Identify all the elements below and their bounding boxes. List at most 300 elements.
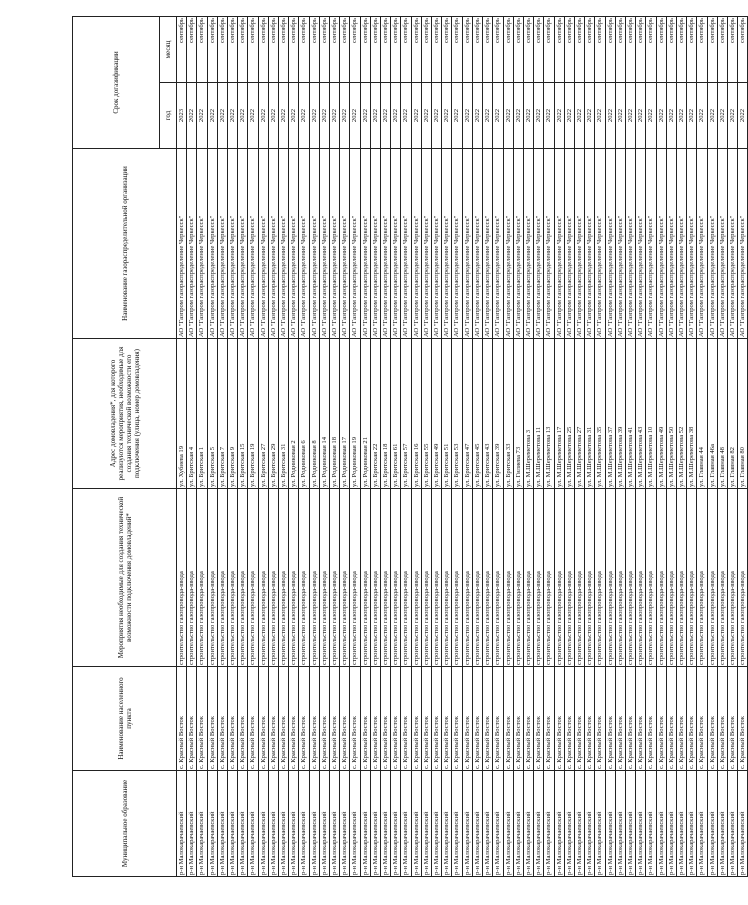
cell-municipality: р-н Малокарачаевский — [544, 771, 554, 877]
cell-measures: строительство газопровода-ввода — [727, 489, 737, 667]
cell-organization: АО "Газпром газораспределение Черкесск" — [177, 149, 187, 339]
cell-year: 2022 — [656, 83, 666, 149]
cell-organization: АО "Газпром газораспределение Черкесск" — [646, 149, 656, 339]
cell-municipality: р-н Малокарачаевский — [289, 771, 299, 877]
cell-municipality: р-н Малокарачаевский — [636, 771, 646, 877]
cell-organization: АО "Газпром газораспределение Черкесск" — [330, 149, 340, 339]
cell-measures: строительство газопровода-ввода — [248, 489, 258, 667]
cell-month: сентябрь — [217, 16, 227, 82]
cell-address: ул. Бритская 22 — [370, 339, 380, 489]
cell-municipality: р-н Малокарачаевский — [717, 771, 727, 877]
cell-municipality: р-н Малокарачаевский — [197, 771, 207, 877]
cell-measures: строительство газопровода-ввода — [534, 489, 544, 667]
cell-settlement: с. Красный Восток — [187, 667, 197, 771]
cell-measures: строительство газопровода-ввода — [197, 489, 207, 667]
cell-measures: строительство газопровода-ввода — [483, 489, 493, 667]
cell-organization: АО "Газпром газораспределение Черкесск" — [462, 149, 472, 339]
cell-measures: строительство газопровода-ввода — [595, 489, 605, 667]
cell-organization: АО "Газпром газораспределение Черкесск" — [676, 149, 686, 339]
cell-organization: АО "Газпром газораспределение Черкесск" — [666, 149, 676, 339]
cell-measures: строительство газопровода-ввода — [360, 489, 370, 667]
table-row — [707, 16, 717, 876]
cell-month: сентябрь — [544, 16, 554, 82]
cell-measures: строительство газопровода-ввода — [340, 489, 350, 667]
cell-address: ул. Родниковая 17 — [340, 339, 350, 489]
cell-settlement: с. Красный Восток — [207, 667, 217, 771]
cell-organization: АО "Газпром газораспределение Черкесск" — [534, 149, 544, 339]
cell-year: 2022 — [544, 83, 554, 149]
cell-organization: АО "Газпром газораспределение Черкесск" — [421, 149, 431, 339]
table-row — [258, 16, 268, 876]
cell-settlement: с. Красный Восток — [574, 667, 584, 771]
cell-municipality: р-н Малокарачаевский — [574, 771, 584, 877]
table-row — [421, 16, 431, 876]
cell-month: сентябрь — [717, 16, 727, 82]
table-row — [330, 16, 340, 876]
table-row — [197, 16, 207, 876]
cell-address: ул. Родниковая 19 — [350, 339, 360, 489]
cell-measures: строительство газопровода-ввода — [585, 489, 595, 667]
cell-organization: АО "Газпром газораспределение Черкесск" — [319, 149, 329, 339]
cell-municipality: р-н Малокарачаевский — [564, 771, 574, 877]
cell-month: сентябрь — [534, 16, 544, 82]
cell-measures: строительство газопровода-ввода — [350, 489, 360, 667]
table-row — [554, 16, 564, 876]
table-row — [513, 16, 523, 876]
cell-municipality: р-н Малокарачаевский — [319, 771, 329, 877]
cell-address: ул. Главная 82 — [727, 339, 737, 489]
cell-organization: АО "Газпром газораспределение Черкесск" — [442, 149, 452, 339]
cell-organization: АО "Газпром газораспределение Черкесск" — [350, 149, 360, 339]
cell-organization: АО "Газпром газораспределение Черкесск" — [370, 149, 380, 339]
cell-address: ул. М.Шереметова 11 — [534, 339, 544, 489]
cell-municipality: р-н Малокарачаевский — [676, 771, 686, 877]
table-row — [350, 16, 360, 876]
cell-measures: строительство газопровода-ввода — [554, 489, 564, 667]
cell-municipality: р-н Малокарачаевский — [493, 771, 503, 877]
cell-measures: строительство газопровода-ввода — [605, 489, 615, 667]
header-year: год — [160, 83, 177, 149]
cell-year: 2022 — [472, 83, 482, 149]
cell-measures: строительство газопровода-ввода — [370, 489, 380, 667]
cell-year: 2022 — [340, 83, 350, 149]
header-address: Адрес домовладения*, для которого реализуются мероприятия, необходимые для создания технической возможности его подключения (улица, номер домовладения) — [73, 339, 177, 489]
cell-measures: строительство газопровода-ввода — [309, 489, 319, 667]
cell-month: сентябрь — [656, 16, 666, 82]
cell-year: 2022 — [411, 83, 421, 149]
cell-municipality: р-н Малокарачаевский — [340, 771, 350, 877]
cell-year: 2022 — [442, 83, 452, 149]
cell-year: 2022 — [687, 83, 697, 149]
cell-month: сентябрь — [268, 16, 278, 82]
cell-year: 2022 — [401, 83, 411, 149]
cell-year: 2022 — [564, 83, 574, 149]
table-row — [187, 16, 197, 876]
cell-measures: строительство газопровода-ввода — [656, 489, 666, 667]
cell-settlement: с. Красный Восток — [676, 667, 686, 771]
table-row — [279, 16, 289, 876]
cell-address: ул. Бритская 4 — [187, 339, 197, 489]
cell-municipality: р-н Малокарачаевский — [442, 771, 452, 877]
cell-settlement: с. Красный Восток — [258, 667, 268, 771]
cell-month: сентябрь — [483, 16, 493, 82]
cell-measures: строительство газопровода-ввода — [258, 489, 268, 667]
table-row — [625, 16, 635, 876]
table-row — [207, 16, 217, 876]
table-row — [503, 16, 513, 876]
table-row — [574, 16, 584, 876]
cell-year: 2022 — [462, 83, 472, 149]
cell-organization: АО "Газпром газораспределение Черкесск" — [697, 149, 707, 339]
cell-municipality: р-н Малокарачаевский — [350, 771, 360, 877]
cell-year: 2022 — [187, 83, 197, 149]
cell-organization: АО "Газпром газораспределение Черкесск" — [187, 149, 197, 339]
cell-measures: строительство газопровода-ввода — [411, 489, 421, 667]
cell-settlement: с. Красный Восток — [442, 667, 452, 771]
cell-address: ул. М.Шереметова 17 — [554, 339, 564, 489]
cell-municipality: р-н Малокарачаевский — [217, 771, 227, 877]
cell-year: 2022 — [432, 83, 442, 149]
cell-year: 2022 — [238, 83, 248, 149]
table-row — [432, 16, 442, 876]
cell-organization: АО "Газпром газораспределение Черкесск" — [727, 149, 737, 339]
cell-measures: строительство газопровода-ввода — [666, 489, 676, 667]
cell-measures: строительство газопровода-ввода — [636, 489, 646, 667]
cell-municipality: р-н Малокарачаевский — [187, 771, 197, 877]
cell-address: ул. Бритская 43 — [483, 339, 493, 489]
cell-organization: АО "Газпром газораспределение Черкесск" — [228, 149, 238, 339]
cell-address: ул. Родниковая 21 — [360, 339, 370, 489]
cell-address: ул. Бритская 57 — [401, 339, 411, 489]
cell-measures: строительство газопровода-ввода — [707, 489, 717, 667]
cell-address: ул. М.Шереметова 49 — [656, 339, 666, 489]
cell-address: ул. Бритская 53 — [452, 339, 462, 489]
cell-year: 2022 — [717, 83, 727, 149]
cell-settlement: с. Красный Восток — [279, 667, 289, 771]
cell-organization: АО "Газпром газораспределение Черкесск" — [289, 149, 299, 339]
cell-organization: АО "Газпром газораспределение Черкесск" — [258, 149, 268, 339]
cell-address: ул. Родниковая 8 — [309, 339, 319, 489]
cell-measures: строительство газопровода-ввода — [217, 489, 227, 667]
cell-address: ул. Родниковая 14 — [319, 339, 329, 489]
cell-address: ул. М.Шереметова 31 — [585, 339, 595, 489]
header-measures: Мероприятия необходимые для создания технической возможности подключения домовладений* — [73, 489, 177, 667]
cell-month: сентябрь — [574, 16, 584, 82]
cell-settlement: с. Красный Восток — [687, 667, 697, 771]
table-row — [493, 16, 503, 876]
cell-measures: строительство газопровода-ввода — [401, 489, 411, 667]
cell-organization: АО "Газпром газораспределение Черкесск" — [381, 149, 391, 339]
table-row — [738, 16, 748, 876]
cell-municipality: р-н Малокарачаевский — [279, 771, 289, 877]
cell-organization: АО "Газпром газораспределение Черкесск" — [340, 149, 350, 339]
table-row — [442, 16, 452, 876]
cell-address: ул. Бритская 15 — [238, 339, 248, 489]
cell-organization: АО "Газпром газораспределение Черкесск" — [197, 149, 207, 339]
cell-year: 2022 — [197, 83, 207, 149]
cell-year: 2022 — [350, 83, 360, 149]
cell-month: сентябрь — [605, 16, 615, 82]
cell-municipality: р-н Малокарачаевский — [472, 771, 482, 877]
cell-organization: АО "Газпром газораспределение Черкесск" — [656, 149, 666, 339]
cell-organization: АО "Газпром газораспределение Черкесск" — [472, 149, 482, 339]
cell-month: сентябрь — [707, 16, 717, 82]
cell-address: ул. М.Шереметова 37 — [605, 339, 615, 489]
cell-organization: АО "Газпром газораспределение Черкесск" — [238, 149, 248, 339]
cell-address: ул. М.Шереметова 38 — [687, 339, 697, 489]
cell-organization: АО "Газпром газораспределение Черкесск" — [452, 149, 462, 339]
cell-municipality: р-н Малокарачаевский — [411, 771, 421, 877]
cell-month: сентябрь — [625, 16, 635, 82]
cell-measures: строительство газопровода-ввода — [564, 489, 574, 667]
cell-measures: строительство газопровода-ввода — [738, 489, 748, 667]
table-row — [636, 16, 646, 876]
cell-settlement: с. Красный Восток — [493, 667, 503, 771]
cell-address: ул. М.Шереметова 39 — [615, 339, 625, 489]
table-row — [534, 16, 544, 876]
cell-municipality: р-н Малокарачаевский — [483, 771, 493, 877]
cell-address: ул. Родниковая 18 — [330, 339, 340, 489]
cell-organization: АО "Газпром газораспределение Черкесск" — [360, 149, 370, 339]
table-row — [656, 16, 666, 876]
document-sheet — [72, 17, 747, 877]
cell-address: ул. М.Шереметова 10 — [646, 339, 656, 489]
header-organization: Наименование газораспределительной организации — [73, 149, 177, 339]
cell-measures: строительство газопровода-ввода — [544, 489, 554, 667]
table-row — [717, 16, 727, 876]
cell-measures: строительство газопровода-ввода — [268, 489, 278, 667]
table-row — [615, 16, 625, 876]
cell-settlement: с. Красный Восток — [717, 667, 727, 771]
table-row — [360, 16, 370, 876]
cell-settlement: с. Красный Восток — [462, 667, 472, 771]
cell-month: сентябрь — [462, 16, 472, 82]
cell-month: сентябрь — [421, 16, 431, 82]
cell-organization: АО "Газпром газораспределение Черкесск" — [513, 149, 523, 339]
cell-year: 2022 — [360, 83, 370, 149]
table-row — [411, 16, 421, 876]
table-row — [585, 16, 595, 876]
cell-address: ул. Бритская 1 — [197, 339, 207, 489]
cell-month: сентябрь — [299, 16, 309, 82]
cell-municipality: р-н Малокарачаевский — [381, 771, 391, 877]
table-row — [401, 16, 411, 876]
cell-measures: строительство газопровода-ввода — [615, 489, 625, 667]
cell-settlement: с. Красный Восток — [666, 667, 676, 771]
cell-year: 2022 — [636, 83, 646, 149]
cell-municipality: р-н Малокарачаевский — [391, 771, 401, 877]
cell-organization: АО "Газпром газораспределение Черкесск" — [268, 149, 278, 339]
cell-organization: АО "Газпром газораспределение Черкесск" — [738, 149, 748, 339]
table-row — [217, 16, 227, 876]
cell-month: сентябрь — [452, 16, 462, 82]
cell-settlement: с. Красный Восток — [299, 667, 309, 771]
cell-settlement: с. Красный Восток — [656, 667, 666, 771]
cell-month: сентябрь — [238, 16, 248, 82]
cell-measures: строительство газопровода-ввода — [676, 489, 686, 667]
cell-measures: строительство газопровода-ввода — [177, 489, 187, 667]
table-row — [268, 16, 278, 876]
cell-address: ул. Бритская 7 — [217, 339, 227, 489]
cell-year: 2022 — [707, 83, 717, 149]
cell-measures: строительство газопровода-ввода — [187, 489, 197, 667]
cell-measures: строительство газопровода-ввода — [207, 489, 217, 667]
cell-month: сентябрь — [370, 16, 380, 82]
cell-month: сентябрь — [595, 16, 605, 82]
cell-settlement: с. Красный Восток — [330, 667, 340, 771]
cell-measures: строительство газопровода-ввода — [717, 489, 727, 667]
table-row — [309, 16, 319, 876]
cell-month: сентябрь — [248, 16, 258, 82]
cell-year: 2022 — [727, 83, 737, 149]
cell-settlement: с. Красный Восток — [625, 667, 635, 771]
cell-settlement: с. Красный Восток — [707, 667, 717, 771]
table-row — [605, 16, 615, 876]
cell-year: 2022 — [595, 83, 605, 149]
cell-month: сентябрь — [330, 16, 340, 82]
cell-month: сентябрь — [177, 16, 187, 82]
cell-month: сентябрь — [523, 16, 533, 82]
cell-address: ул. Бритская 31 — [279, 339, 289, 489]
cell-settlement: с. Красный Восток — [636, 667, 646, 771]
cell-settlement: с. Красный Восток — [472, 667, 482, 771]
cell-address: ул. Главная 48 — [717, 339, 727, 489]
cell-organization: АО "Газпром газораспределение Черкесск" — [483, 149, 493, 339]
cell-municipality: р-н Малокарачаевский — [513, 771, 523, 877]
cell-municipality: р-н Малокарачаевский — [238, 771, 248, 877]
cell-measures: строительство газопровода-ввода — [697, 489, 707, 667]
table-row — [319, 16, 329, 876]
cell-year: 2022 — [289, 83, 299, 149]
cell-settlement: с. Красный Восток — [248, 667, 258, 771]
cell-municipality: р-н Малокарачаевский — [656, 771, 666, 877]
cell-settlement: с. Красный Восток — [523, 667, 533, 771]
cell-settlement: с. Красный Восток — [421, 667, 431, 771]
cell-organization: АО "Газпром газораспределение Черкесск" — [493, 149, 503, 339]
cell-organization: АО "Газпром газораспределение Черкесск" — [217, 149, 227, 339]
cell-year: 2022 — [625, 83, 635, 149]
cell-municipality: р-н Малокарачаевский — [248, 771, 258, 877]
cell-month: сентябрь — [666, 16, 676, 82]
cell-address: ул. М.Шереметова 25 — [564, 339, 574, 489]
cell-address: ул. Бритская 29 — [268, 339, 278, 489]
cell-municipality: р-н Малокарачаевский — [228, 771, 238, 877]
cell-settlement: с. Красный Восток — [228, 667, 238, 771]
cell-year: 2022 — [258, 83, 268, 149]
cell-settlement: с. Красный Восток — [381, 667, 391, 771]
cell-municipality: р-н Малокарачаевский — [503, 771, 513, 877]
cell-settlement: с. Красный Восток — [585, 667, 595, 771]
table-row — [381, 16, 391, 876]
cell-measures: строительство газопровода-ввода — [442, 489, 452, 667]
cell-settlement: с. Красный Восток — [360, 667, 370, 771]
cell-address: ул. Гиляева 73 — [513, 339, 523, 489]
cell-year: 2022 — [319, 83, 329, 149]
cell-measures: строительство газопровода-ввода — [289, 489, 299, 667]
cell-organization: АО "Газпром газораспределение Черкесск" — [544, 149, 554, 339]
cell-year: 2022 — [585, 83, 595, 149]
cell-measures: строительство газопровода-ввода — [513, 489, 523, 667]
cell-municipality: р-н Малокарачаевский — [738, 771, 748, 877]
table-row — [299, 16, 309, 876]
cell-month: сентябрь — [687, 16, 697, 82]
cell-month: сентябрь — [738, 16, 748, 82]
cell-organization: АО "Газпром газораспределение Черкесск" — [585, 149, 595, 339]
cell-organization: АО "Газпром газораспределение Черкесск" — [432, 149, 442, 339]
cell-year: 2022 — [279, 83, 289, 149]
cell-year: 2022 — [207, 83, 217, 149]
cell-municipality: р-н Малокарачаевский — [625, 771, 635, 877]
cell-month: сентябрь — [319, 16, 329, 82]
cell-address: ул. Бритская 5 — [207, 339, 217, 489]
cell-month: сентябрь — [442, 16, 452, 82]
cell-settlement: с. Красный Восток — [401, 667, 411, 771]
cell-address: ул. Главная 80 — [738, 339, 748, 489]
cell-month: сентябрь — [513, 16, 523, 82]
cell-organization: АО "Газпром газораспределение Черкесск" — [707, 149, 717, 339]
cell-address: ул. Бритская 51 — [442, 339, 452, 489]
gasification-table — [72, 16, 748, 877]
cell-organization: АО "Газпром газораспределение Черкесск" — [401, 149, 411, 339]
cell-address: ул. Бритская 45 — [472, 339, 482, 489]
cell-year: 2022 — [268, 83, 278, 149]
cell-settlement: с. Красный Восток — [289, 667, 299, 771]
cell-settlement: с. Красный Восток — [370, 667, 380, 771]
cell-month: сентябрь — [472, 16, 482, 82]
cell-measures: строительство газопровода-ввода — [228, 489, 238, 667]
table-row — [289, 16, 299, 876]
cell-municipality: р-н Малокарачаевский — [727, 771, 737, 877]
cell-municipality: р-н Малокарачаевский — [646, 771, 656, 877]
cell-municipality: р-н Малокарачаевский — [432, 771, 442, 877]
cell-settlement: с. Красный Восток — [177, 667, 187, 771]
cell-measures: строительство газопровода-ввода — [462, 489, 472, 667]
cell-year: 2022 — [493, 83, 503, 149]
table-row — [727, 16, 737, 876]
table-row — [340, 16, 350, 876]
cell-organization: АО "Газпром газораспределение Черкесск" — [248, 149, 258, 339]
cell-address: ул. Бритская 39 — [493, 339, 503, 489]
cell-year: 2022 — [217, 83, 227, 149]
cell-address: ул. Бритская 47 — [462, 339, 472, 489]
cell-year: 2022 — [666, 83, 676, 149]
cell-municipality: р-н Малокарачаевский — [666, 771, 676, 877]
cell-address: ул. Бритская 61 — [391, 339, 401, 489]
cell-municipality: р-н Малокарачаевский — [554, 771, 564, 877]
cell-settlement: с. Красный Восток — [646, 667, 656, 771]
cell-address: ул. М.Шереметова 52 — [676, 339, 686, 489]
cell-measures: строительство газопровода-ввода — [238, 489, 248, 667]
cell-month: сентябрь — [309, 16, 319, 82]
cell-organization: АО "Газпром газораспределение Черкесск" — [554, 149, 564, 339]
cell-year: 2022 — [513, 83, 523, 149]
cell-year: 2022 — [248, 83, 258, 149]
cell-month: сентябрь — [585, 16, 595, 82]
cell-organization: АО "Газпром газораспределение Черкесск" — [717, 149, 727, 339]
cell-municipality: р-н Малокарачаевский — [268, 771, 278, 877]
cell-measures: строительство газопровода-ввода — [330, 489, 340, 667]
table-row — [564, 16, 574, 876]
cell-municipality: р-н Малокарачаевский — [452, 771, 462, 877]
cell-address: ул. М.Шереметова 50 — [666, 339, 676, 489]
cell-measures: строительство газопровода-ввода — [472, 489, 482, 667]
cell-month: сентябрь — [197, 16, 207, 82]
cell-settlement: с. Красный Восток — [483, 667, 493, 771]
cell-year: 2022 — [452, 83, 462, 149]
cell-month: сентябрь — [289, 16, 299, 82]
cell-organization: АО "Газпром газораспределение Черкесск" — [625, 149, 635, 339]
cell-settlement: с. Красный Восток — [697, 667, 707, 771]
